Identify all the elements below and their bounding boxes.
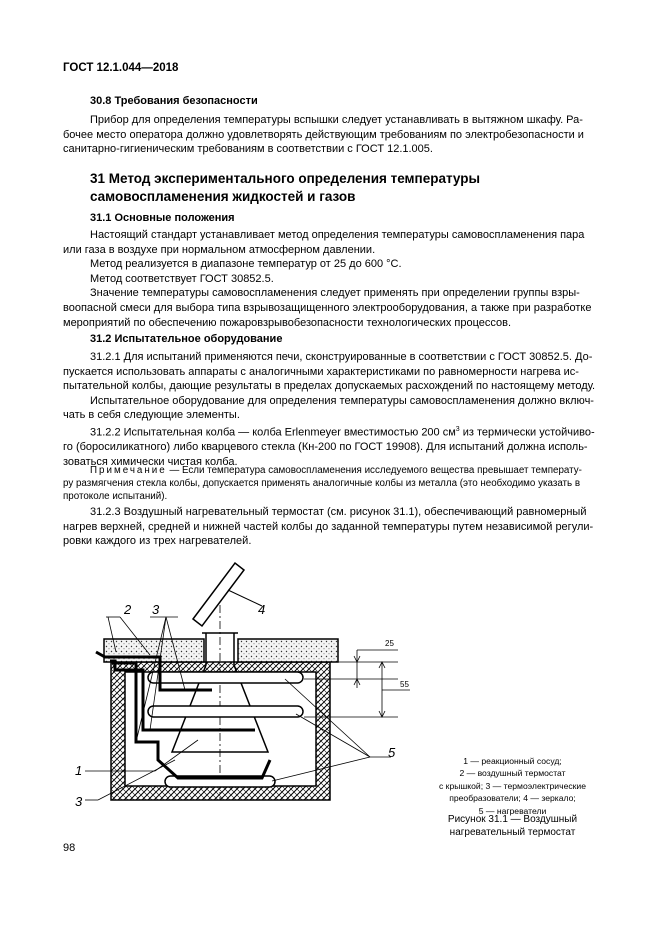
label-1: 1 — [75, 763, 83, 778]
heading-30-8: 30.8 Требования безопасности — [90, 95, 258, 107]
caption-line: нагревательный термостат — [449, 827, 576, 838]
text-line: воопасной смеси для выбора типа взрывозащищенного электрооборудования, а также при разработке — [63, 301, 592, 314]
mirror — [193, 563, 262, 626]
superscript: 3 — [455, 425, 460, 433]
text-line: Метод реализуется в диапазоне температур от 25 до 600 °С. — [90, 258, 402, 271]
text-line: Испытательное оборудование для определения температуры самовоспламенения должно включ- — [90, 394, 594, 407]
text-line: го (боросиликатного) либо кварцевого стекла (Кн-200 по ГОСТ 19908). Для испытаний должна исполь- — [63, 441, 588, 454]
heading-31-1: 31.1 Основные положения — [90, 212, 235, 224]
caption-line: Рисунок 31.1 — Воздушный — [447, 814, 578, 825]
note-label: Примечание — [90, 465, 167, 476]
text-line: 31.2.2 Испытательная колба — колба Erlenmeyer вместимостью 200 см — [90, 426, 456, 439]
heater-top — [148, 672, 303, 683]
legend-line: преобразователи; 4 — зеркало; — [449, 793, 576, 804]
text-line: бочее место оператора должно удовлетворять действующим требованиям по электробезопасности и — [63, 128, 584, 141]
text-line: протоколе испытаний). — [63, 491, 168, 502]
document-header: ГОСТ 12.1.044—2018 — [63, 62, 179, 74]
figure-legend — [430, 755, 595, 817]
text-line: ру размягчения стекла колбы, допускается применять аналогичные колбы из металла (это необходимо указать в — [63, 478, 581, 489]
text-line: 31.2.3 Воздушный нагревательный термостат (см. рисунок 31.1), обеспечивающий равномерный — [90, 506, 587, 518]
text-line: нагрев верхней, средней и нижней частей колбы до заданной температуры путем независимой регули- — [63, 520, 594, 533]
text-line: санитарно-гигиеническим требованиям в соответствии с ГОСТ 12.1.005. — [63, 143, 433, 156]
title-line: самовоспламенения жидкостей и газов — [90, 189, 356, 204]
text-line: Прибор для определения температуры вспышки следует устанавливать в вытяжном шкафу. Ра- — [90, 114, 583, 126]
text-line: пускается использовать аппараты с аналогичными характеристиками по равномерности нагрева ис- — [63, 365, 579, 378]
label-3-bottom: 3 — [75, 794, 83, 809]
text-line: — Если температура самовоспламенения исследуемого вещества превышает температу- — [166, 465, 582, 476]
legend-line: с крышкой; 3 — термоэлектрические — [439, 780, 586, 791]
text-line: зоваться химически чистая колба. — [63, 455, 238, 468]
text-line: Метод соответствует ГОСТ 30852.5. — [90, 272, 274, 285]
text-line: чать в себя следующие элементы. — [63, 409, 240, 422]
legend-line: 1 — реакционный сосуд; — [463, 756, 562, 766]
text-line: пытательной колбы, дающие результаты в пределах допускаемых расхождений по настоящему методу. — [63, 380, 596, 393]
thermostat-lid — [104, 639, 338, 662]
legend-line: 5 — нагреватели — [478, 805, 547, 816]
text-line: из термически устойчиво- — [459, 426, 595, 439]
heading-31-2: 31.2 Испытательное оборудование — [90, 333, 283, 345]
label-5: 5 — [388, 745, 396, 760]
label-2: 2 — [124, 602, 132, 617]
text-line: ровки каждого из трех нагревателей. — [63, 535, 252, 548]
heater-middle — [148, 706, 303, 717]
text-line: Настоящий стандарт устанавливает метод определения температуры самовоспламенения пара — [90, 229, 585, 241]
dimension-labels — [385, 639, 409, 689]
dimension-25: 25 — [385, 639, 394, 648]
page-number: 98 — [63, 842, 76, 854]
text-line: 31.2.1 Для испытаний применяются печи, сконструированные в соответствии с ГОСТ 30852.5. До- — [90, 351, 593, 363]
text-line: мероприятий по обеспечению пожаровзрывобезопасности технологических процессов. — [63, 316, 512, 329]
legend-line: 2 — воздушный термостат — [459, 768, 566, 779]
text-line: Значение температуры самовоспламенения следует применять при определении группы взры- — [90, 287, 580, 300]
text-line: или газа в воздухе при нормальном атмосферном давлении. — [63, 243, 376, 256]
figure-caption — [430, 813, 595, 839]
dimension-55: 55 — [400, 680, 409, 689]
label-3-top: 3 — [152, 602, 160, 617]
label-4: 4 — [258, 602, 266, 617]
title-line: 31 Метод экспериментального определения температуры — [90, 171, 481, 186]
